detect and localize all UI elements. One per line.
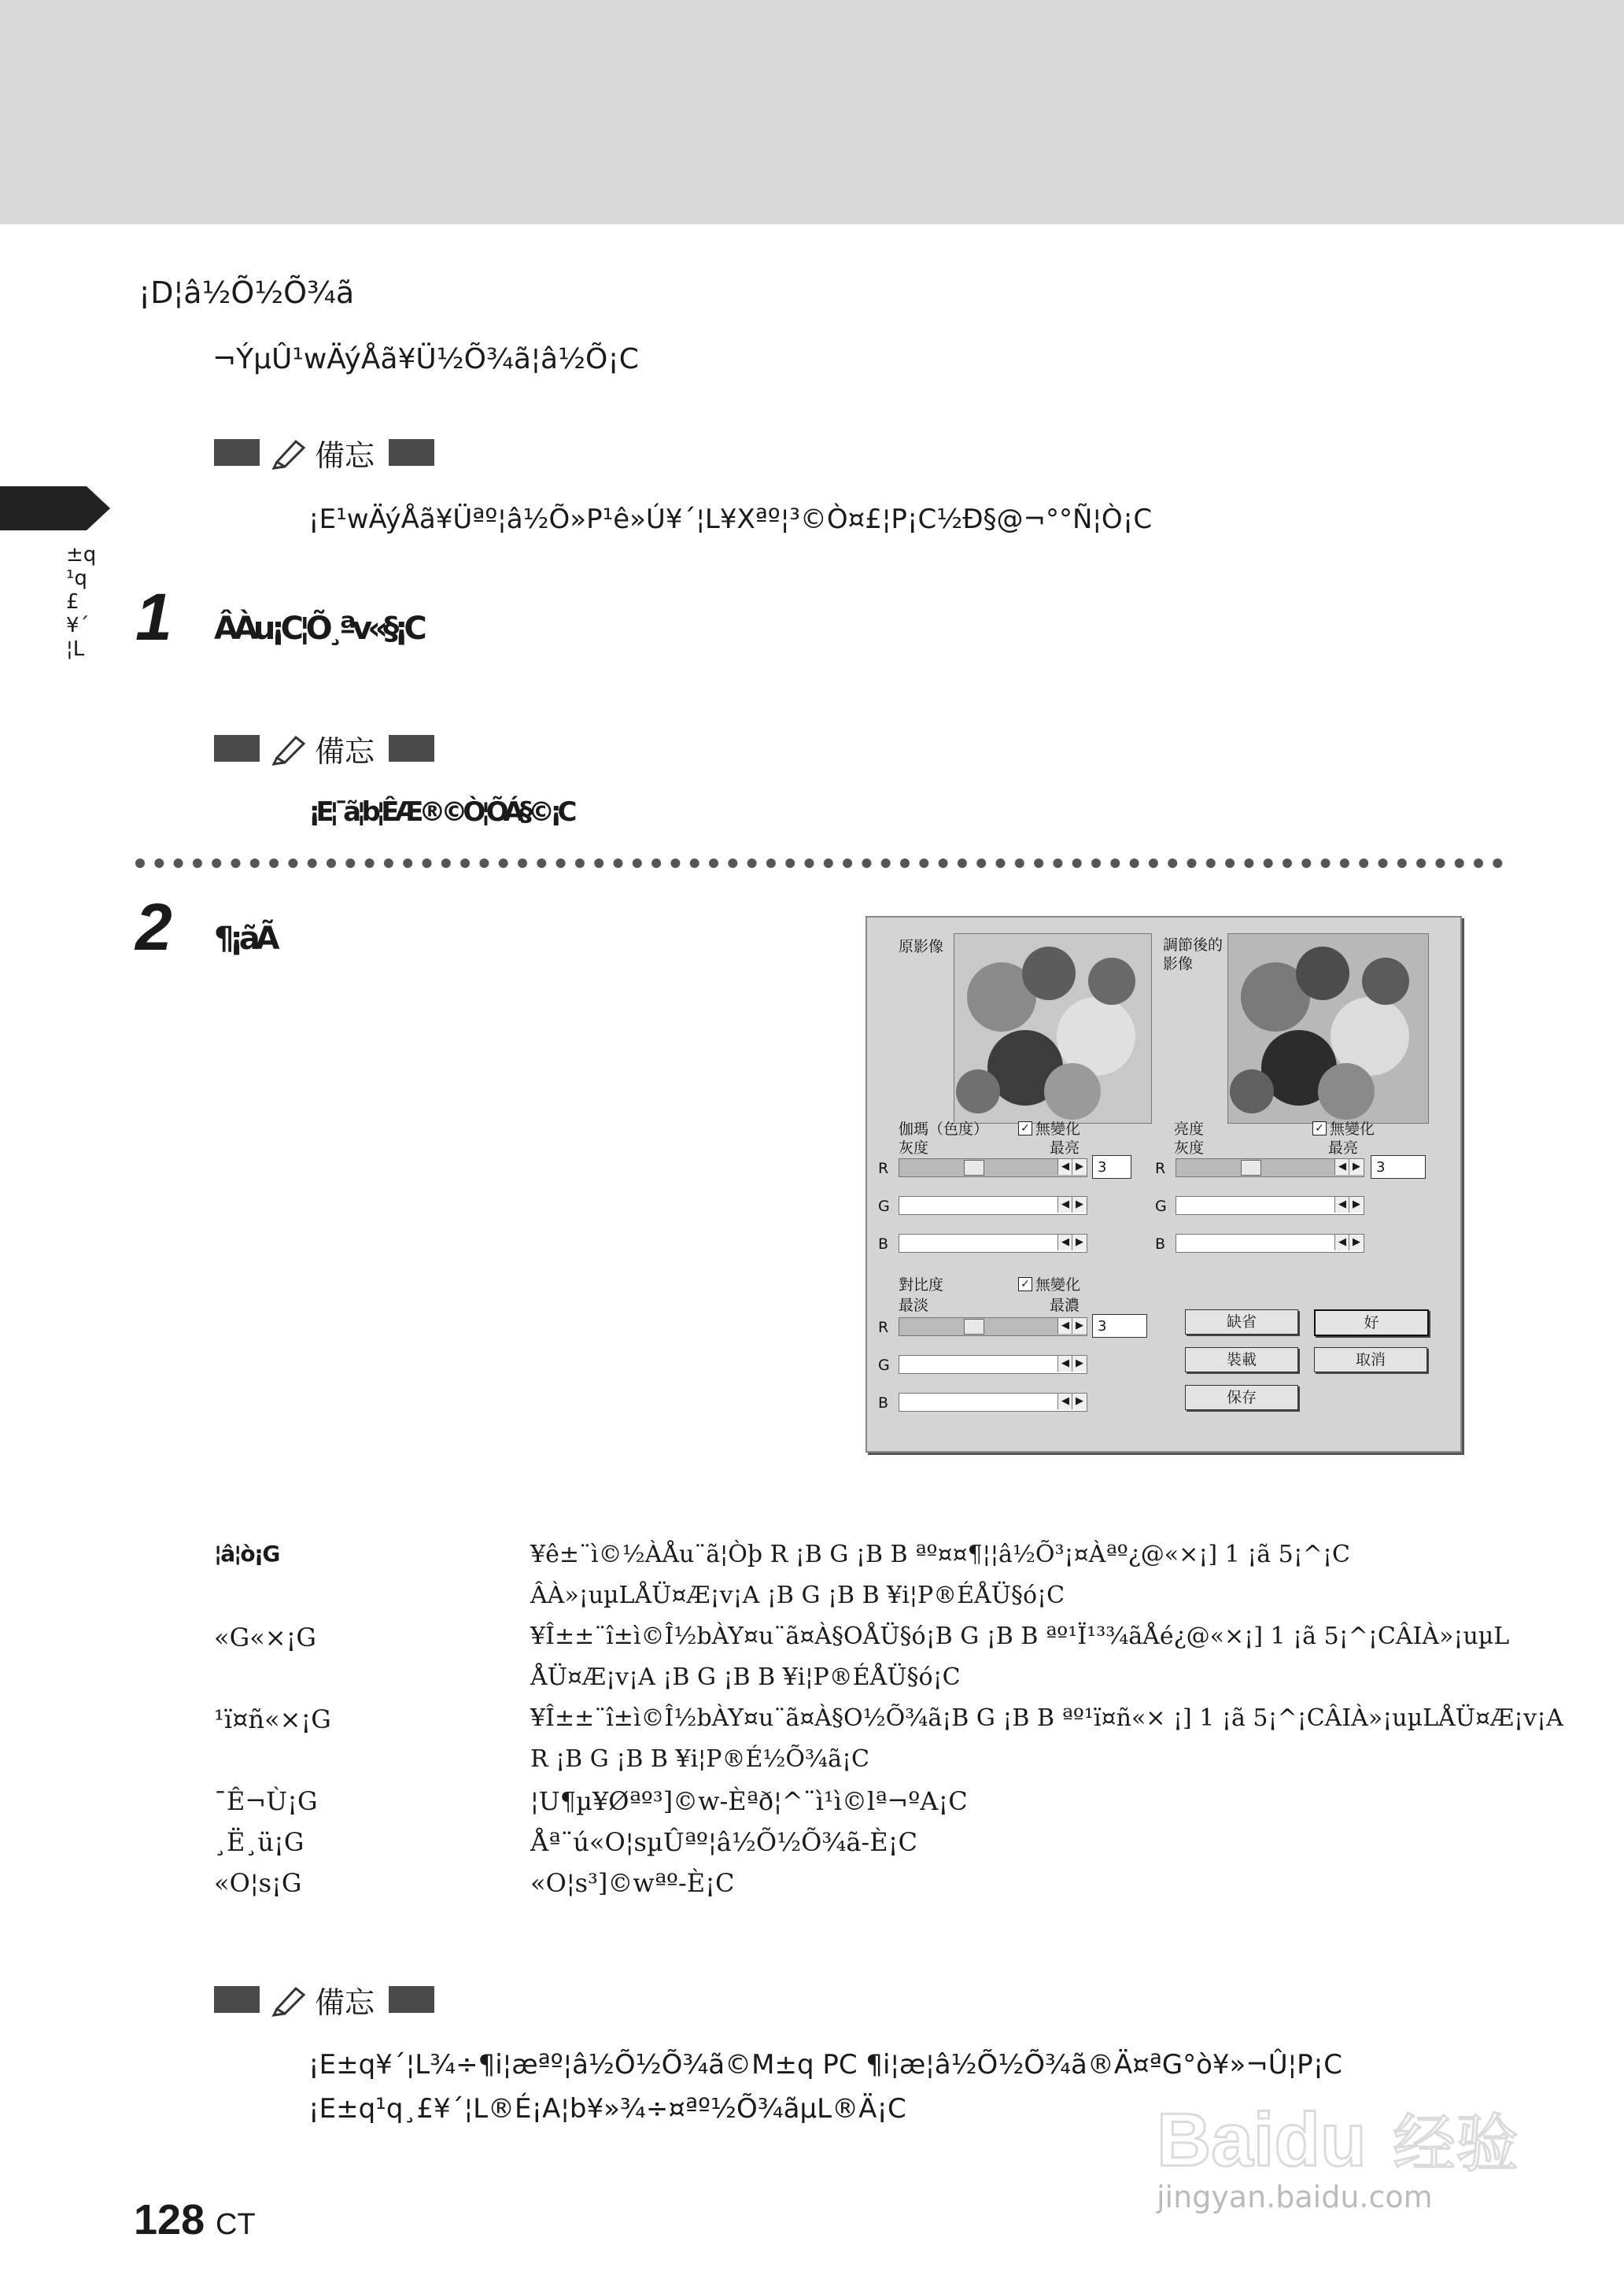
page-number: 128 (134, 2196, 205, 2243)
memo-text: ¡E¹wÄýÅã¥Üªº¦â½Õ»P¹ê»Ú¥´¦L¥Xªº¦³©Ò¤£¦P¡C½Ð§@¬°°Ñ¦Ò¡C (308, 504, 1153, 535)
channel-g-label: G (878, 1357, 890, 1374)
option-key: ¹ï¤ñ«×¡G (214, 1704, 331, 1734)
brightness-r-slider[interactable] (1176, 1158, 1364, 1177)
option-key: «O¦s¡G (214, 1868, 302, 1898)
adjusted-image (1227, 933, 1429, 1124)
memo-bar-right (389, 735, 434, 762)
brightness-label: 亮度 (1174, 1121, 1205, 1138)
arrow-left-icon[interactable]: ◀ (1057, 1159, 1072, 1175)
option-description: ¥Î±±¨î±ì©Î½bÀY¤u¨ã¤À§O½Õ¾ã¡B G ¡B B ªº¹ï¤ñ«× ¡] 1 ¡ã 5¡^¡CÂIÀ»¡uµLÅÜ¤Æ¡v¡A (530, 1704, 1563, 1732)
watermark-brand: Baidu (1157, 2098, 1367, 2182)
brightness-no-change-checkbox[interactable] (1312, 1117, 1375, 1139)
contrast-b-slider[interactable] (899, 1393, 1087, 1412)
brightness-min-label: 灰度 (1174, 1139, 1205, 1157)
pencil-icon (269, 435, 312, 470)
slider-thumb[interactable] (964, 1319, 984, 1335)
step-text: ¶¡ãÃ (214, 921, 275, 957)
intro-text: ¬ÝµÛ¹wÄýÅã¥Ü½Õ¾ã¦â½Õ¡C (212, 343, 639, 375)
contrast-label: 對比度 (899, 1276, 944, 1294)
gamma-min-label: 灰度 (899, 1139, 929, 1157)
memo-bar-left (214, 1986, 260, 2013)
arrow-left-icon[interactable]: ◀ (1057, 1197, 1072, 1213)
arrow-left-icon[interactable]: ◀ (1334, 1197, 1349, 1213)
checkbox-label: 無變化 (1035, 1276, 1081, 1294)
baidu-watermark-logo (1157, 2093, 1550, 2188)
page-suffix: CT (216, 2208, 256, 2241)
option-key: ¯Ê¬Ù¡G (214, 1786, 318, 1816)
checkbox-checked-icon: ✓ (1018, 1121, 1032, 1135)
contrast-r-slider[interactable] (899, 1317, 1087, 1336)
memo-heading (214, 730, 434, 769)
pencil-icon (269, 1982, 312, 2017)
memo-bar-right (389, 439, 434, 466)
memo-label: 備忘 (315, 1985, 375, 2020)
contrast-max-label: 最濃 (1050, 1297, 1080, 1314)
ok-button[interactable]: 好 (1314, 1309, 1429, 1336)
contrast-no-change-checkbox[interactable] (1018, 1273, 1080, 1294)
step-number: 2 (135, 890, 172, 964)
adjusted-image-label: 調節後的 (1163, 936, 1224, 954)
memo-heading (214, 1981, 434, 2018)
arrow-right-icon[interactable]: ▶ (1349, 1159, 1364, 1175)
gamma-g-slider[interactable] (899, 1196, 1087, 1215)
default-button[interactable]: 缺省 (1185, 1309, 1298, 1335)
gamma-value-field[interactable]: 3 (1092, 1155, 1131, 1179)
header-band (0, 0, 1624, 224)
memo-label: 備忘 (315, 733, 375, 769)
checkbox-checked-icon: ✓ (1312, 1121, 1327, 1135)
option-key: «G«×¡G (214, 1623, 316, 1652)
memo-bar-left (214, 735, 260, 762)
pencil-icon (269, 731, 312, 766)
memo-heading (214, 434, 434, 471)
gamma-label: 伽瑪（色度） (899, 1121, 989, 1138)
slider-thumb[interactable] (964, 1160, 984, 1176)
option-description-cont: ÂÀ»¡uµLÅÜ¤Æ¡v¡A ¡B G ¡B B ¥i¦P®ÉÅÜ§ó¡C (530, 1582, 1065, 1609)
arrow-right-icon[interactable]: ▶ (1072, 1394, 1087, 1409)
contrast-value-field[interactable]: 3 (1092, 1314, 1147, 1338)
option-key: ¦â¦ò¡G (214, 1541, 279, 1567)
chapter-tab-label: ±q ¹q £ ¥´ ¦L (66, 543, 97, 661)
arrow-right-icon[interactable]: ▶ (1072, 1235, 1087, 1250)
adjusted-image-label-2: 影像 (1163, 955, 1194, 973)
watermark-url: jingyan.baidu.com (1157, 2180, 1433, 2214)
original-image-label: 原影像 (899, 938, 944, 955)
arrow-right-icon[interactable]: ▶ (1349, 1197, 1364, 1213)
arrow-left-icon[interactable]: ◀ (1334, 1235, 1349, 1250)
option-description: ¦U¶µ¥Øªº³]©w-Èªð¦^¨ì¹ì©lª¬ºA¡C (530, 1786, 968, 1816)
watermark-suffix: 经验 (1393, 2107, 1519, 2180)
contrast-min-label: 最淡 (899, 1297, 929, 1314)
channel-b-label: B (1155, 1235, 1166, 1253)
gamma-b-slider[interactable] (899, 1234, 1087, 1253)
channel-r-label: R (878, 1319, 889, 1336)
option-description: ¥ê±¨ì©½ÀÅu¨ã¦Òþ R ¡B G ¡B B ªº¤¤¶¦¦â½Õ³¡¤Àªº¿@«×¡] 1 ¡ã 5¡^¡C (530, 1541, 1350, 1568)
arrow-left-icon[interactable]: ◀ (1057, 1235, 1072, 1250)
save-button[interactable]: 保存 (1185, 1385, 1298, 1410)
arrow-left-icon[interactable]: ◀ (1057, 1318, 1072, 1334)
gamma-r-slider[interactable] (899, 1158, 1087, 1177)
memo-text: ¡E¦¯ã¦b¦ÊÆ®©Ò¦ÕÁ§©¡C (308, 796, 573, 828)
checkbox-label: 無變化 (1330, 1121, 1375, 1138)
arrow-right-icon[interactable]: ▶ (1349, 1235, 1364, 1250)
option-description: «O¦s³]©wªº-È¡C (530, 1868, 735, 1898)
arrow-right-icon[interactable]: ▶ (1072, 1159, 1087, 1175)
memo-bar-left (214, 439, 260, 466)
brightness-g-slider[interactable] (1176, 1196, 1364, 1215)
arrow-right-icon[interactable]: ▶ (1072, 1197, 1087, 1213)
slider-thumb[interactable] (1241, 1160, 1261, 1176)
option-description-cont: ÅÜ¤Æ¡v¡A ¡B G ¡B B ¥i¦P®ÉÅÜ§ó¡C (530, 1663, 961, 1691)
memo-label: 備忘 (315, 438, 375, 473)
chapter-tab-arrow (0, 486, 110, 530)
arrow-right-icon[interactable]: ▶ (1072, 1318, 1087, 1334)
brightness-b-slider[interactable] (1176, 1234, 1364, 1253)
arrow-left-icon[interactable]: ◀ (1057, 1356, 1072, 1372)
load-button[interactable]: 裝載 (1185, 1347, 1298, 1372)
section-title: ¡D¦â½Õ½Õ¾ã (138, 275, 355, 310)
memo-bar-right (389, 1986, 434, 2013)
step-text: ÂÀu¡C¦Õ¸ªv«§¡C (214, 611, 423, 647)
channel-r-label: R (878, 1160, 889, 1177)
dotted-divider (134, 855, 1503, 871)
contrast-g-slider[interactable] (899, 1355, 1087, 1374)
channel-r-label: R (1155, 1160, 1166, 1177)
arrow-left-icon[interactable]: ◀ (1334, 1159, 1349, 1175)
gamma-no-change-checkbox[interactable] (1018, 1117, 1080, 1139)
option-description: Åª¨ú«O¦sµÛªº¦â½Õ½Õ¾ã-È¡C (530, 1827, 917, 1857)
checkbox-checked-icon: ✓ (1018, 1277, 1032, 1291)
option-description: ¥Î±±¨î±ì©Î½bÀY¤u¨ã¤À§OÅÜ§ó¡B G ¡B B ªº¹Ï¹³¾ãÅé¿@«×¡] 1 ¡ã 5¡^¡CÂIÀ»¡uµL (530, 1623, 1510, 1650)
step-number: 1 (135, 580, 172, 654)
gamma-max-label: 最亮 (1050, 1139, 1080, 1157)
channel-b-label: B (878, 1235, 889, 1253)
checkbox-label: 無變化 (1035, 1121, 1081, 1138)
brightness-value-field[interactable]: 3 (1371, 1155, 1426, 1179)
original-image (954, 933, 1152, 1124)
arrow-left-icon[interactable]: ◀ (1057, 1394, 1072, 1409)
channel-g-label: G (1155, 1198, 1167, 1215)
channel-b-label: B (878, 1394, 889, 1412)
memo-text: ¡E±q¥´¦L¾÷¶i¦æªº¦â½Õ½Õ¾ã©M±q PC ¶i¦æ¦â½Õ½Õ¾ã®Ä¤ªG°ò¥»¬Û¦P¡C (308, 2049, 1343, 2081)
color-adjust-dialog (866, 916, 1462, 1453)
memo-text: ¡E±q¹q¸£¥´¦L®É¡A¦b¥»¾÷¤ªº½Õ¾ãµL®Ä¡C (308, 2093, 906, 2125)
option-description-cont: R ¡B G ¡B B ¥i¦P®É½Õ¾ã¡C (530, 1745, 870, 1773)
brightness-max-label: 最亮 (1328, 1139, 1359, 1157)
option-key: ¸Ë¸ü¡G (214, 1827, 304, 1857)
cancel-button[interactable]: 取消 (1314, 1347, 1427, 1372)
arrow-right-icon[interactable]: ▶ (1072, 1356, 1087, 1372)
channel-g-label: G (878, 1198, 890, 1215)
